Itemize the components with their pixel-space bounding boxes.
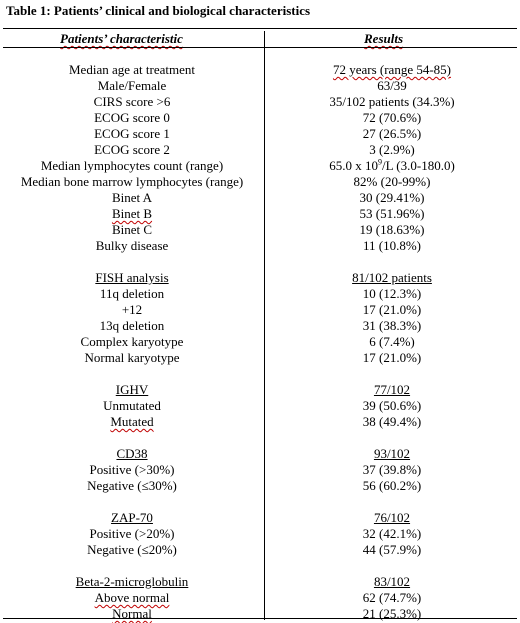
- row-label: Bulky disease: [95, 238, 169, 253]
- row-label: +12: [121, 302, 143, 317]
- row-label: Complex karyotype: [80, 334, 184, 349]
- row-value: 27 (26.5%): [362, 126, 422, 141]
- table-row: [0, 414, 520, 430]
- value-exponent: 9: [377, 157, 382, 167]
- row-label: Above normal: [94, 590, 170, 605]
- section-count: 93/102: [373, 446, 411, 461]
- table-row: [0, 318, 520, 334]
- row-label: ECOG score 2: [94, 142, 170, 157]
- row-label: Positive (>20%): [89, 526, 175, 541]
- value-prefix: 65.0 x 10: [329, 158, 378, 173]
- header-characteristic: Patients’ characteristic: [60, 31, 183, 46]
- table-row: [0, 510, 520, 526]
- table-row: [0, 302, 520, 318]
- table-row: [0, 542, 520, 558]
- section-gap: [0, 430, 520, 446]
- row-label: Binet B: [111, 206, 153, 221]
- table-row: [0, 286, 520, 302]
- header-results: Results: [364, 31, 404, 46]
- row-label: 13q deletion: [99, 318, 165, 333]
- row-label: Normal: [112, 606, 152, 621]
- table-row: [0, 270, 520, 286]
- row-value: 31 (38.3%): [362, 318, 422, 333]
- table-row: [0, 158, 520, 174]
- section-count: 76/102: [373, 510, 411, 525]
- table-row: [0, 174, 520, 190]
- row-value: 56 (60.2%): [362, 478, 422, 493]
- row-value: [264, 158, 520, 174]
- row-value: 30 (29.41%): [359, 190, 425, 205]
- row-value: 3 (2.9%): [369, 142, 415, 157]
- table-row: [0, 190, 520, 206]
- section-gap: [0, 366, 520, 382]
- row-label: ECOG score 0: [94, 110, 170, 125]
- table-row: [0, 526, 520, 542]
- table-row: [0, 382, 520, 398]
- row-label: Median lymphocytes count (range): [40, 158, 224, 173]
- row-label: ECOG score 1: [94, 126, 170, 141]
- table-row: [0, 590, 520, 606]
- row-label: Normal karyotype: [84, 350, 180, 365]
- table-row: [0, 222, 520, 238]
- table-row: [0, 206, 520, 222]
- row-label: Mutated: [110, 414, 154, 429]
- table-row: [0, 350, 520, 366]
- section-gap: [0, 494, 520, 510]
- table-body: [0, 62, 520, 622]
- row-value: 17 (21.0%): [362, 350, 422, 365]
- table-row: [0, 126, 520, 142]
- section-count: 83/102: [373, 574, 411, 589]
- row-value: 39 (50.6%): [362, 398, 422, 413]
- section-heading: CD38: [116, 446, 148, 461]
- section-gap: [0, 558, 520, 574]
- section-gap: [0, 254, 520, 270]
- row-value: 37 (39.8%): [362, 462, 422, 477]
- row-label: Median age at treatment: [69, 62, 195, 77]
- table-row: [0, 462, 520, 478]
- section-count: 77/102: [373, 382, 411, 397]
- table-row: [0, 110, 520, 126]
- row-value: 63/39: [377, 78, 407, 93]
- table-row: [0, 94, 520, 110]
- row-value: 62 (74.7%): [362, 590, 422, 605]
- row-label: CIRS score >6: [93, 94, 171, 109]
- table-row: [0, 478, 520, 494]
- header-rule: [3, 47, 517, 48]
- table-row: [0, 574, 520, 590]
- section-heading: Beta-2-microglobulin: [75, 574, 189, 589]
- row-value: 38 (49.4%): [362, 414, 422, 429]
- row-value: 72 years (range 54-85): [332, 62, 452, 77]
- value-suffix: /L (3.0-180.0): [381, 158, 455, 173]
- row-label: Median bone marrow lymphocytes (range): [20, 174, 244, 189]
- table-row: [0, 334, 520, 350]
- row-value: 17 (21.0%): [362, 302, 422, 317]
- row-label: Unmutated: [103, 398, 161, 413]
- row-label: Binet A: [111, 190, 153, 205]
- row-label: Negative (≤30%): [87, 478, 177, 493]
- table-row: [0, 446, 520, 462]
- row-value: 11 (10.8%): [362, 238, 421, 253]
- table-row: [0, 606, 520, 622]
- row-value: 10 (12.3%): [362, 286, 422, 301]
- row-value: 72 (70.6%): [362, 110, 422, 125]
- row-value: 32 (42.1%): [362, 526, 422, 541]
- section-count: 81/102 patients: [352, 270, 432, 285]
- row-value: 53 (51.96%): [359, 206, 425, 221]
- row-label: Negative (≤20%): [87, 542, 177, 557]
- row-value: 21 (25.3%): [362, 606, 422, 621]
- row-label: Positive (>30%): [89, 462, 175, 477]
- row-label: Binet C: [111, 222, 153, 237]
- section-heading: IGHV: [115, 382, 149, 397]
- row-label: 11q deletion: [99, 286, 165, 301]
- row-value: 35/102 patients (34.3%): [329, 94, 455, 109]
- top-rule: [3, 28, 517, 29]
- section-heading: ZAP-70: [111, 510, 153, 525]
- row-label: Male/Female: [97, 78, 167, 93]
- table-title: Table 1: Patients’ clinical and biological characteristics: [6, 3, 311, 18]
- row-value: 6 (7.4%): [369, 334, 415, 349]
- table-row: [0, 238, 520, 254]
- table-row: [0, 398, 520, 414]
- row-value: 82% (20-99%): [353, 174, 431, 189]
- table-row: [0, 142, 520, 158]
- table-row: [0, 78, 520, 94]
- section-heading: FISH analysis: [95, 270, 169, 285]
- bottom-rule: [3, 618, 517, 619]
- row-value: 19 (18.63%): [359, 222, 425, 237]
- row-value: 44 (57.9%): [362, 542, 422, 557]
- table-row: [0, 62, 520, 78]
